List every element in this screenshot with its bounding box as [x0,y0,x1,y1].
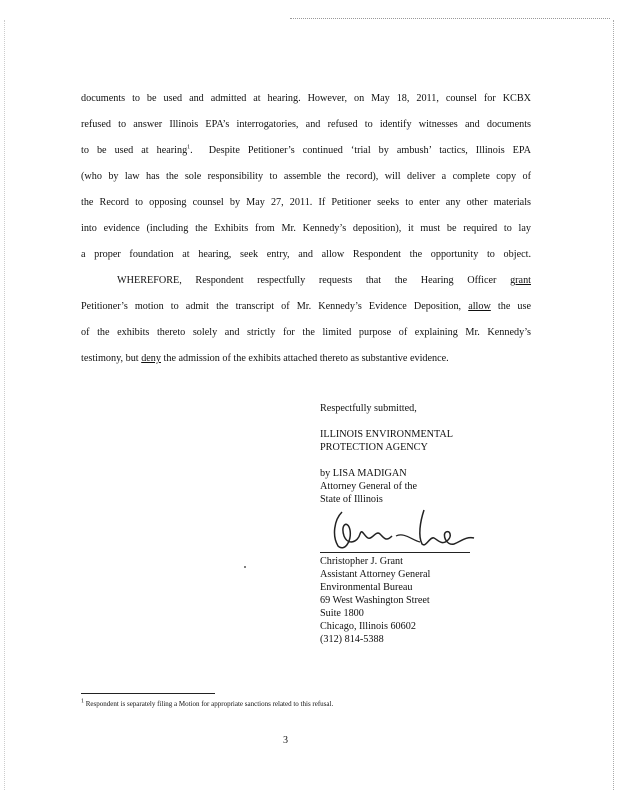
paragraph-line: (who by law has the sole responsibility to assemble the record), will deliver a complete copy of [81,171,531,182]
attorney-phone: (312) 814-5388 [320,634,384,645]
scan-edge-right [613,20,614,790]
footnote-reference: 1 [187,144,191,151]
agency-name: PROTECTION AGENCY [320,442,428,453]
paragraph-line-part: Petitioner’s motion to admit the transcript of Mr. Kennedy’s Evidence Deposition, [81,301,462,312]
paragraph-line [81,346,531,372]
paragraph-line: to be used at hearing$^1$. Despite Petitioner’s continued ‘trial by ambush’ tactics, Illinois EPA [81,144,531,156]
attorney-title: Assistant Attorney General [320,569,431,580]
scan-speck [244,566,246,568]
paragraph-line-part: Despite Petitioner’s continued ‘trial by ambush’ tactics, Illinois EPA [208,145,531,156]
paragraph-line-part: to be used at hearing [81,145,188,156]
attorney-general-title: State of Illinois [320,494,383,505]
paragraph-line-part: the admission of the exhibits attached thereto as substantive evidence. [163,353,449,364]
paragraph-line: into evidence (including the Exhibits from Mr. Kennedy’s deposition), it must be required to lay [81,223,531,234]
grant-emphasis: grant [510,275,531,286]
paragraph-line-part: the use [497,301,532,312]
paragraph-line: documents to be used and admitted at hearing. However, on May 18, 2011, counsel for KCBX [81,93,531,104]
paragraph-line [81,294,531,320]
page-number: 3 [283,735,288,746]
closing: Respectfully submitted, [320,403,417,414]
scan-edge-top [290,18,610,19]
attorney-name: Christopher J. Grant [320,556,403,567]
paragraph-line-part: testimony, but [81,353,139,364]
paragraph-one [81,86,531,268]
allow-emphasis: allow [468,301,491,312]
scan-edge-left [4,20,5,790]
signature-block [320,402,520,506]
paragraph-line [81,268,531,294]
paragraph-line: a proper foundation at hearing, seek entry, and allow Respondent the opportunity to object. [81,249,531,260]
agency-name: ILLINOIS ENVIRONMENTAL [320,429,454,440]
deny-emphasis: deny [141,353,161,364]
paragraph-line-part: WHEREFORE, Respondent respectfully requests that the Hearing Officer [117,275,497,286]
attorney-bureau: Environmental Bureau [320,582,413,593]
paragraph-line: refused to answer Illinois EPA’s interrogatories, and refused to identify witnesses and documents [81,119,531,130]
footnote [81,700,333,709]
footnote-text: Respondent is separately filing a Motion for appropriate sanctions related to this refusal. [85,700,334,708]
attorney-city: Chicago, Illinois 60602 [320,621,416,632]
attorney-block [320,555,520,646]
footnote-marker: 1 [81,698,84,705]
handwritten-signature [324,506,484,556]
paragraph-line: of the exhibits thereto solely and strictly for the limited purpose of explaining Mr. Kennedy’s [81,327,531,338]
attorney-general-title: Attorney General of the [320,481,418,492]
signature-line [320,552,470,553]
attorney-street: 69 West Washington Street [320,595,430,606]
footnote-rule [81,693,215,694]
paragraph-line: the Record to opposing counsel by May 27, 2011. If Petitioner seeks to enter any other materials [81,197,531,208]
by-line: by LISA MADIGAN [320,468,407,479]
attorney-suite: Suite 1800 [320,608,364,619]
paragraph-wherefore [81,268,531,372]
